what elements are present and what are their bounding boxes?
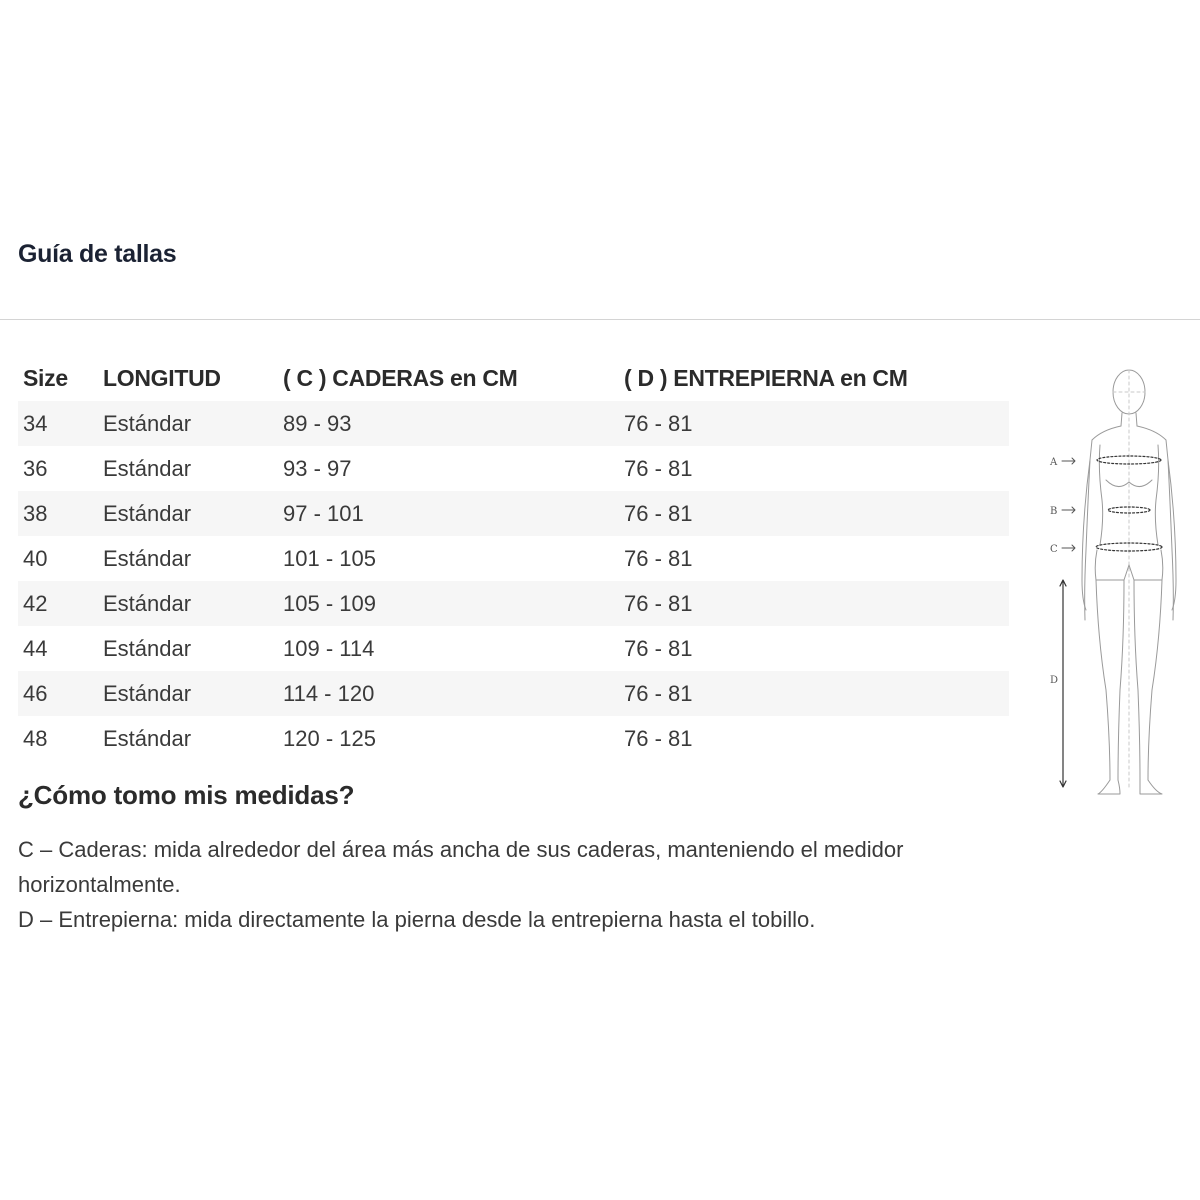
how-to-measure-text (18, 832, 1018, 937)
cell-hips: 97 - 101 (278, 491, 619, 536)
cell-inseam: 76 - 81 (624, 455, 693, 481)
cell-length: Estándar (103, 635, 192, 661)
cell-hips: 89 - 93 (278, 401, 619, 446)
cell-inseam: 76 - 81 (619, 581, 1009, 626)
cell-size: 34 (18, 401, 98, 446)
figure-label-a: A (1050, 457, 1058, 468)
header-size: Size (23, 365, 68, 391)
size-table (18, 356, 1009, 761)
how-to-measure-heading: ¿Cómo tomo mis medidas? (18, 780, 355, 810)
cell-size: 48 (23, 725, 48, 751)
inseam-instruction: D – Entrepierna: mida directamente la pierna desde la entrepierna hasta el tobillo. (18, 907, 816, 932)
cell-length: Estándar (98, 491, 278, 536)
cell-inseam: 76 - 81 (619, 401, 1009, 446)
cell-size: 38 (18, 491, 98, 536)
cell-inseam: 76 - 81 (624, 725, 693, 751)
figure-label-b: B (1050, 506, 1058, 517)
table-row (18, 626, 1009, 671)
cell-hips: 120 - 125 (283, 725, 376, 751)
cell-length: Estándar (98, 401, 278, 446)
cell-hips: 109 - 114 (283, 635, 375, 661)
cell-hips: 114 - 120 (278, 671, 619, 716)
cell-length: Estándar (103, 455, 192, 481)
cell-inseam: 76 - 81 (624, 545, 693, 571)
figure-label-c: C (1050, 544, 1058, 555)
figure-label-d: D (1050, 675, 1059, 686)
cell-hips: 101 - 105 (283, 545, 376, 571)
table-row (18, 401, 1009, 446)
table-row (18, 536, 1009, 581)
table-header-row (18, 356, 1009, 401)
divider (0, 319, 1200, 320)
table-row (18, 491, 1009, 536)
cell-length: Estándar (103, 545, 192, 571)
cell-hips: 93 - 97 (283, 455, 352, 481)
cell-inseam: 76 - 81 (619, 491, 1009, 536)
cell-size: 36 (23, 455, 48, 481)
cell-size: 40 (23, 545, 48, 571)
cell-length: Estándar (103, 725, 192, 751)
body-measurement-figure (1040, 360, 1190, 800)
table-row (18, 716, 1009, 761)
header-length: LONGITUD (103, 365, 221, 391)
cell-length: Estándar (98, 671, 278, 716)
cell-size: 46 (18, 671, 98, 716)
header-hips: ( C ) CADERAS en CM (283, 365, 518, 391)
table-row (18, 581, 1009, 626)
cell-inseam: 76 - 81 (624, 635, 693, 661)
cell-length: Estándar (98, 581, 278, 626)
cell-hips: 105 - 109 (278, 581, 619, 626)
page-title: Guía de tallas (18, 240, 177, 268)
cell-size: 42 (18, 581, 98, 626)
header-inseam: ( D ) ENTREPIERNA en CM (624, 365, 908, 391)
cell-inseam: 76 - 81 (619, 671, 1009, 716)
cell-size: 44 (23, 635, 48, 661)
hips-instruction: C – Caderas: mida alrededor del área más ancha de sus caderas, manteniendo el medidor horizontalmente. (18, 837, 904, 897)
table-row (18, 446, 1009, 491)
table-row (18, 671, 1009, 716)
